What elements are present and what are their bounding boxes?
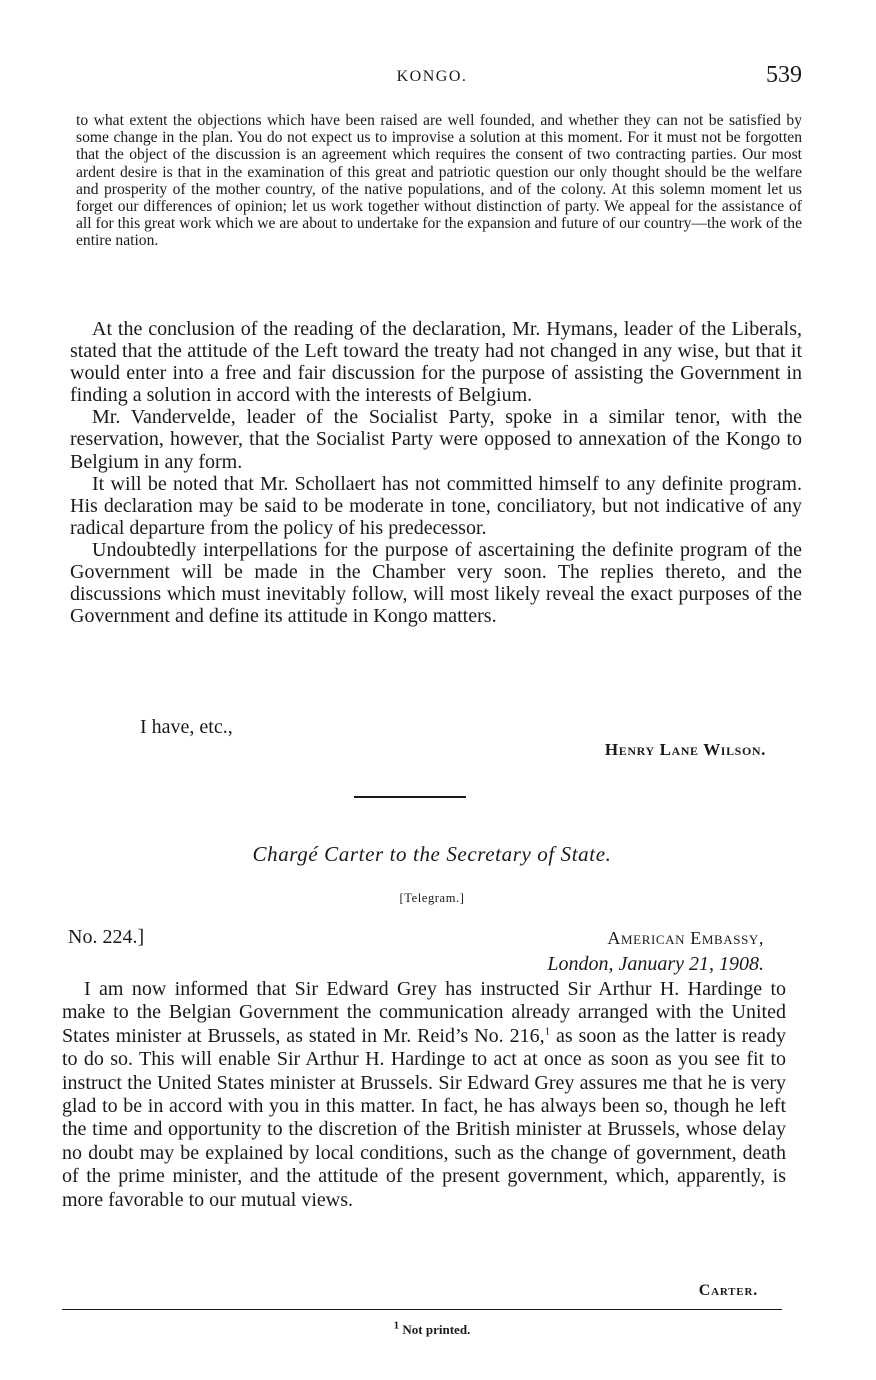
letter-paragraph: Mr. Vandervelde, leader of the Socialist Party, spoke in a similar tenor, with the reservation, however, that the Socialist Party were opposed to annexation of the Kongo to Belgium in any form. — [70, 406, 802, 473]
document-dateline: London, January 21, 1908. — [547, 953, 764, 975]
footnote-text: Not printed. — [402, 1322, 471, 1337]
document-number: No. 224.] — [68, 926, 145, 948]
quote-paragraph: to what extent the objections which have been raised are well founded, and whether they can not be satisfied by some change in the plan. You do not expect us to improvise a solution at this moment. For it must not be forgotten that the object of the discussion is an agreement which requires the consent of two contracting parties. Our most ardent desire is that in the examination of this great and patriotic question our only thought should be the welfare and prosperity of the mother country, of the native populations, and of the colony. At this solemn moment let us forget our differences of opinion; let us work together without distinction of party. We appeal for the assistance of all for this great work which we are about to undertake for the expansion and future of our country—the work of the entire nation. — [76, 112, 802, 250]
footnote-reference: 1 — [544, 1025, 551, 1038]
footnote-marker: 1 — [393, 1319, 400, 1332]
letter-paragraph: It will be noted that Mr. Schollaert has not committed himself to any definite program. His declaration may be said to be moderate in tone, conciliatory, but not indicative of any radical departure from the policy of his predecessor. — [70, 472, 802, 539]
quoted-declaration — [76, 112, 802, 250]
telegram-body — [62, 978, 786, 1212]
telegram-signature: Carter. — [698, 1282, 758, 1299]
letter-paragraph: At the conclusion of the reading of the declaration, Mr. Hymans, leader of the Liberals, stated that the attitude of the Left toward the treaty had not changed in any wise, but that it would enter into a free and fair discussion for the purpose of assisting the Government in finding a solution in accord with the interests of Belgium. — [70, 318, 802, 407]
letter-paragraph: Undoubtedly interpellations for the purpose of ascertaining the definite program of the Government will be made in the Chamber very soon. The replies thereto, and the discussions which must inevitably follow, will most likely reveal the exact purposes of the Government and define its attitude in Kongo matters. — [70, 538, 802, 628]
document-place: American Embassy, — [607, 928, 764, 948]
footnote-divider — [62, 1309, 782, 1310]
document-page — [62, 0, 802, 1380]
letter-closing: I have, etc., — [140, 716, 233, 738]
page-number: 539 — [766, 62, 802, 88]
letter-signature: Henry Lane Wilson. — [604, 740, 766, 759]
running-title: KONGO. — [396, 68, 468, 85]
document-type-note: [Telegram.] — [399, 891, 465, 905]
telegram-text-part-2: as soon as the latter is ready to do so. This will enable Sir Arthur H. Hardinge to act at once as soon as you see fit to instruct the United States minister at Brussels. Sir Edward Grey assures me that he is very glad to be in accord with you in this matter. In fact, he has always been so, though he left the time and opportunity to the discretion of the British minister at Brussels, whose delay no doubt may be explained by local conditions, such as the change of government, death of the prime minister, and the attitude of the present government, which, apparently, is more favorable to our mutual views. — [62, 1024, 786, 1211]
telegram-paragraph — [62, 978, 786, 1212]
running-head — [62, 64, 802, 94]
telegram-text-part-1: I am now informed that Sir Edward Grey has instructed Sir Arthur H. Hardinge to make to the Belgian Government the communication already arranged with the United States minister at Brussels, as stated in Mr. Reid’s No. 216, — [62, 978, 786, 1047]
document-heading: Chargé Carter to the Secretary of State. — [252, 842, 612, 866]
section-divider — [354, 796, 466, 798]
footnote — [62, 1319, 802, 1338]
letter-body — [70, 318, 802, 627]
